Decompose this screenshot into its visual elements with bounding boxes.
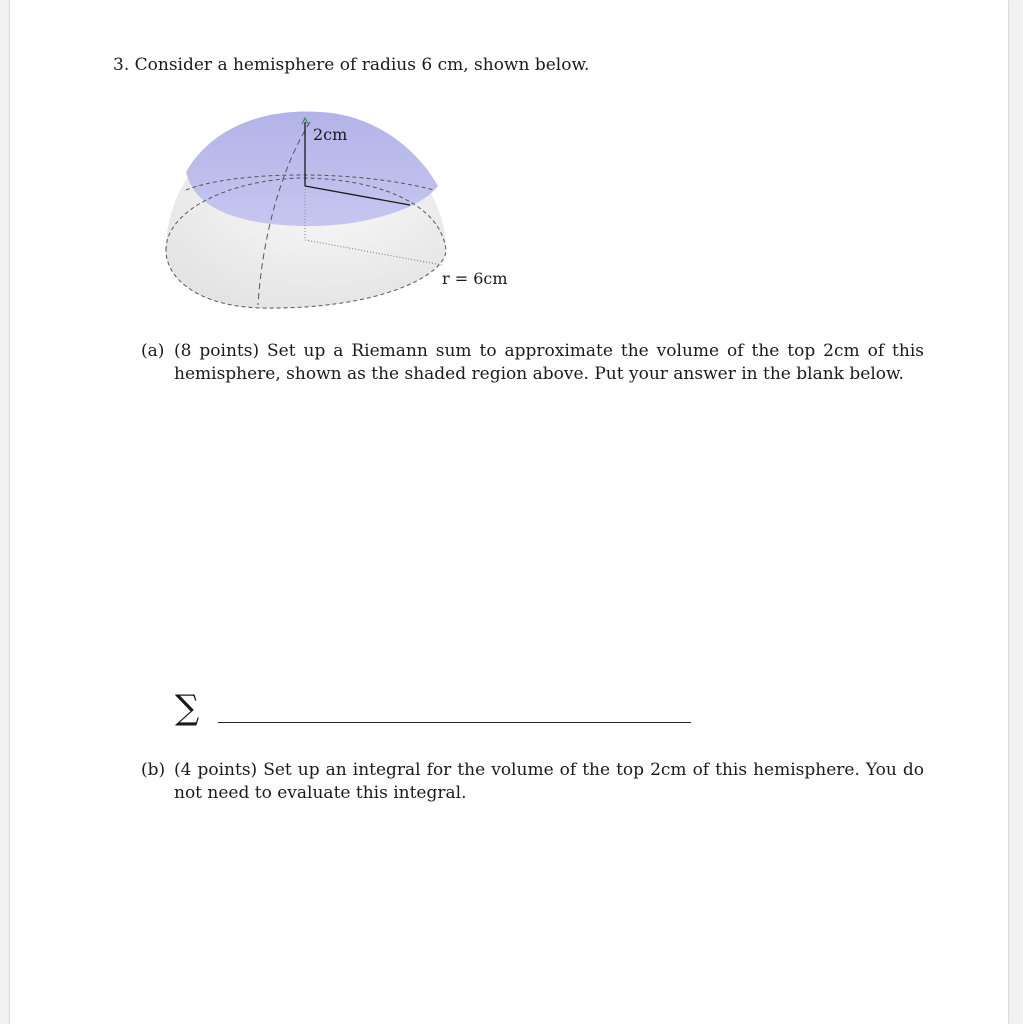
height-label: 2cm (313, 125, 348, 144)
hemisphere-diagram (150, 100, 508, 320)
part-b-text-line2: not need to evaluate this integral. (174, 783, 467, 803)
part-a-text-line1: (8 points) Set up a Riemann sum to approximate the volume of the top 2cm of this (174, 341, 924, 361)
hemisphere-figure (150, 100, 508, 320)
part-a-label: (a) (141, 341, 165, 361)
part-b-text-line1: (4 points) Set up an integral for the volume of the top 2cm of this hemisphere. You do (174, 760, 924, 780)
part-a-text-line2: hemisphere, shown as the shaded region above. Put your answer in the blank below. (174, 364, 904, 384)
document-page (10, 0, 1008, 1024)
sigma-symbol: ∑ (175, 688, 200, 728)
part-b-label: (b) (141, 760, 166, 780)
question-title: 3. Consider a hemisphere of radius 6 cm, shown below. (113, 55, 590, 75)
radius-label: r = 6cm (442, 269, 508, 288)
shaded-cap-region (186, 112, 438, 227)
answer-blank-line[interactable] (218, 722, 691, 723)
